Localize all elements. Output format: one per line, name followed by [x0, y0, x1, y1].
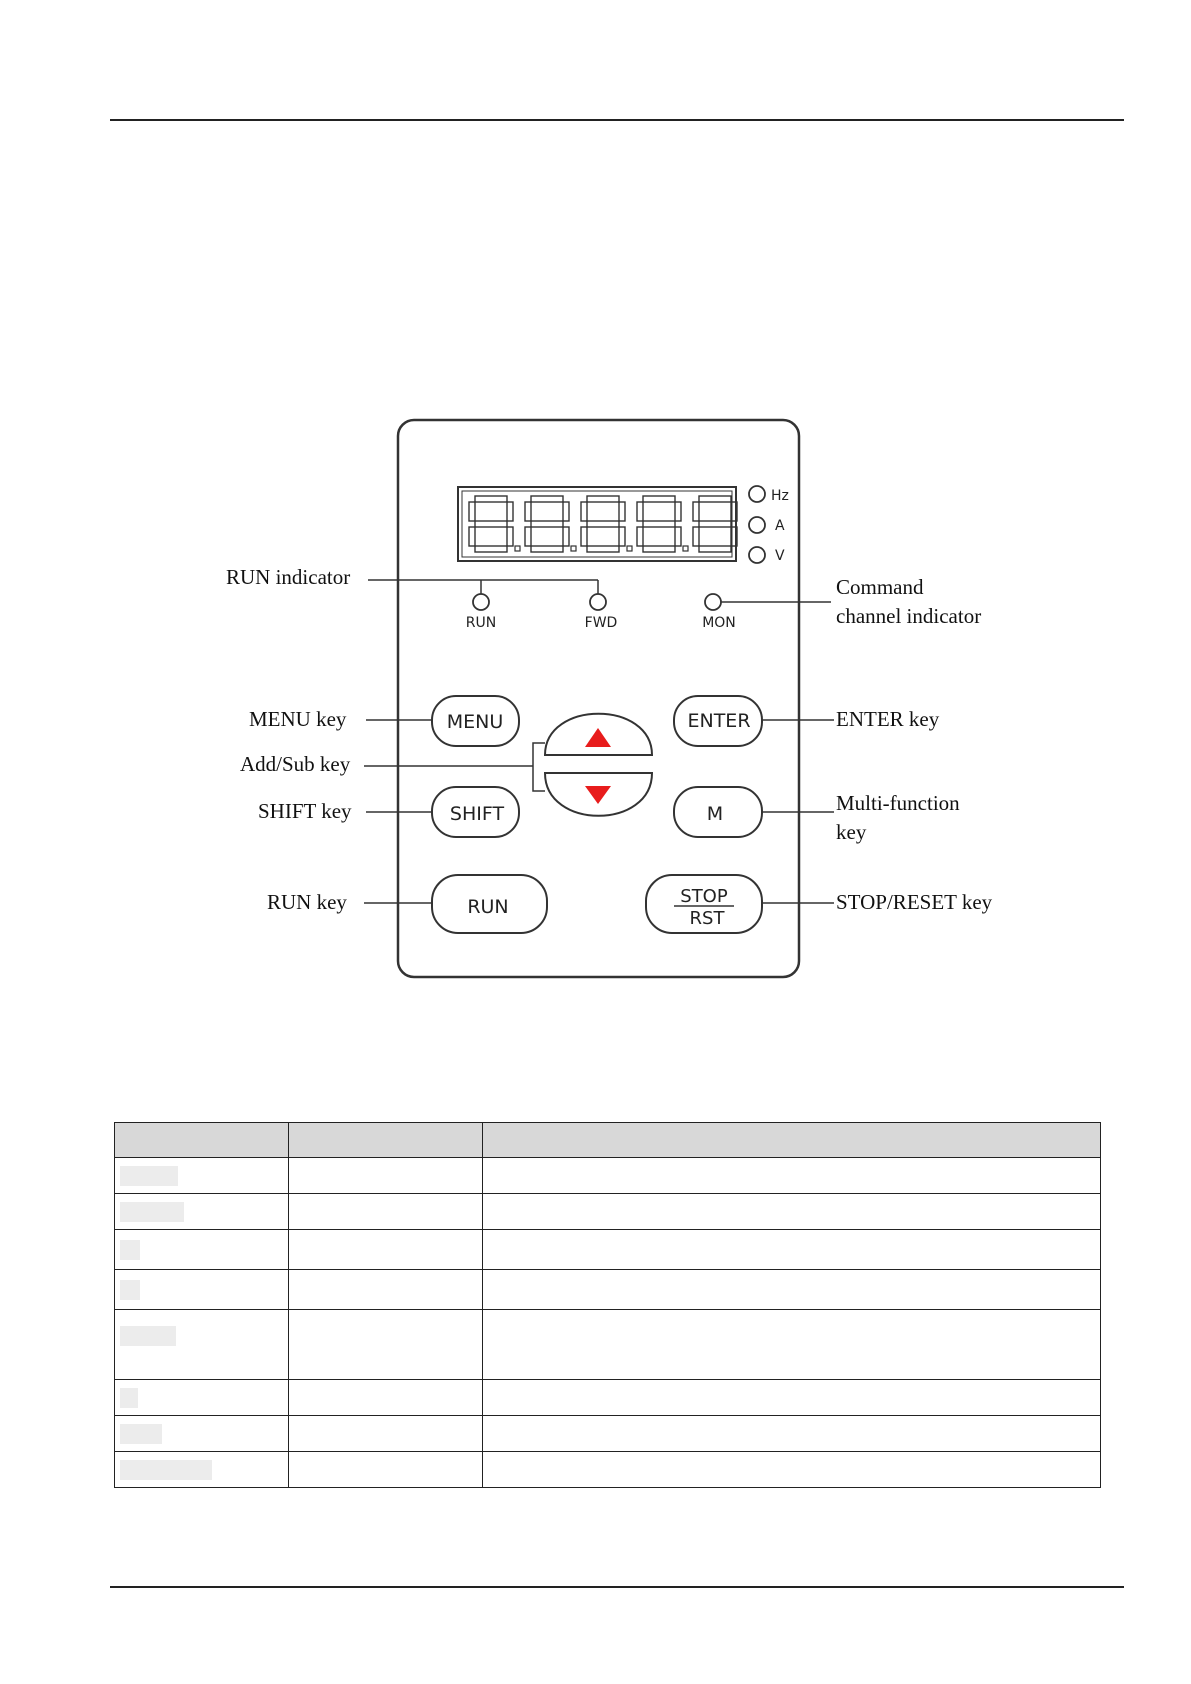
- up-button[interactable]: [545, 714, 652, 755]
- mon-indicator-label: MON: [702, 615, 736, 631]
- run-indicator-callout: RUN indicator: [226, 565, 351, 589]
- led-display: [458, 487, 737, 561]
- svg-text:ENTER: ENTER: [687, 710, 751, 732]
- unit-label-v: V: [775, 548, 785, 564]
- table-header-row: [115, 1123, 1101, 1158]
- unit-label-hz: Hz: [771, 488, 789, 504]
- multi-function-callout-line2: key: [836, 820, 867, 844]
- header-cell: [115, 1123, 289, 1158]
- svg-text:RST: RST: [689, 908, 725, 929]
- unit-label-a: A: [775, 518, 785, 534]
- multi-function-button[interactable]: [674, 787, 762, 837]
- menu-button[interactable]: [432, 696, 519, 746]
- table-row: [115, 1452, 1101, 1488]
- fwd-indicator-led: [590, 594, 606, 610]
- shift-key-callout: SHIFT key: [258, 799, 352, 823]
- table-row: [115, 1230, 1101, 1270]
- svg-text:M: M: [706, 803, 724, 825]
- table-row: [115, 1194, 1101, 1230]
- command-channel-callout-line1: Command: [836, 575, 924, 599]
- svg-text:MENU: MENU: [446, 711, 504, 733]
- stop-reset-key-callout: STOP/RESET key: [836, 890, 993, 914]
- table-row: [115, 1416, 1101, 1452]
- fwd-indicator-label: FWD: [584, 615, 618, 631]
- svg-text:SHIFT: SHIFT: [449, 803, 505, 825]
- status-indicators: [368, 580, 831, 631]
- down-button[interactable]: [545, 773, 652, 816]
- run-key-callout: RUN key: [267, 890, 347, 914]
- header-cell: [289, 1123, 483, 1158]
- multi-function-callout-line1: Multi-function: [836, 791, 960, 815]
- key-description-table: [114, 1122, 1101, 1488]
- run-indicator-label: RUN: [465, 615, 497, 631]
- led-digit: [469, 496, 520, 552]
- run-indicator-led: [473, 594, 489, 610]
- led-digit: [525, 496, 576, 552]
- stop-reset-button[interactable]: [646, 875, 762, 933]
- table-row: [115, 1270, 1101, 1310]
- shift-button[interactable]: [432, 787, 519, 837]
- enter-button[interactable]: [674, 696, 762, 746]
- svg-text:RUN: RUN: [467, 896, 509, 918]
- command-channel-callout-line2: channel indicator: [836, 604, 982, 628]
- enter-key-callout: ENTER key: [836, 707, 940, 731]
- svg-text:STOP: STOP: [680, 886, 728, 907]
- menu-key-callout: MENU key: [249, 707, 347, 731]
- unit-indicators: [749, 486, 789, 564]
- footer-rule: [110, 1586, 1124, 1588]
- unit-led-hz: [749, 486, 765, 502]
- add-sub-key-callout: Add/Sub key: [240, 752, 351, 776]
- table-row: [115, 1310, 1101, 1380]
- table-row: [115, 1380, 1101, 1416]
- unit-led-a: [749, 517, 765, 533]
- led-digit: [693, 496, 737, 552]
- run-button[interactable]: [432, 875, 547, 933]
- led-digit: [637, 496, 688, 552]
- mon-indicator-led: [705, 594, 721, 610]
- led-digit: [581, 496, 632, 552]
- header-cell: [483, 1123, 1101, 1158]
- unit-led-v: [749, 547, 765, 563]
- table-row: [115, 1158, 1101, 1194]
